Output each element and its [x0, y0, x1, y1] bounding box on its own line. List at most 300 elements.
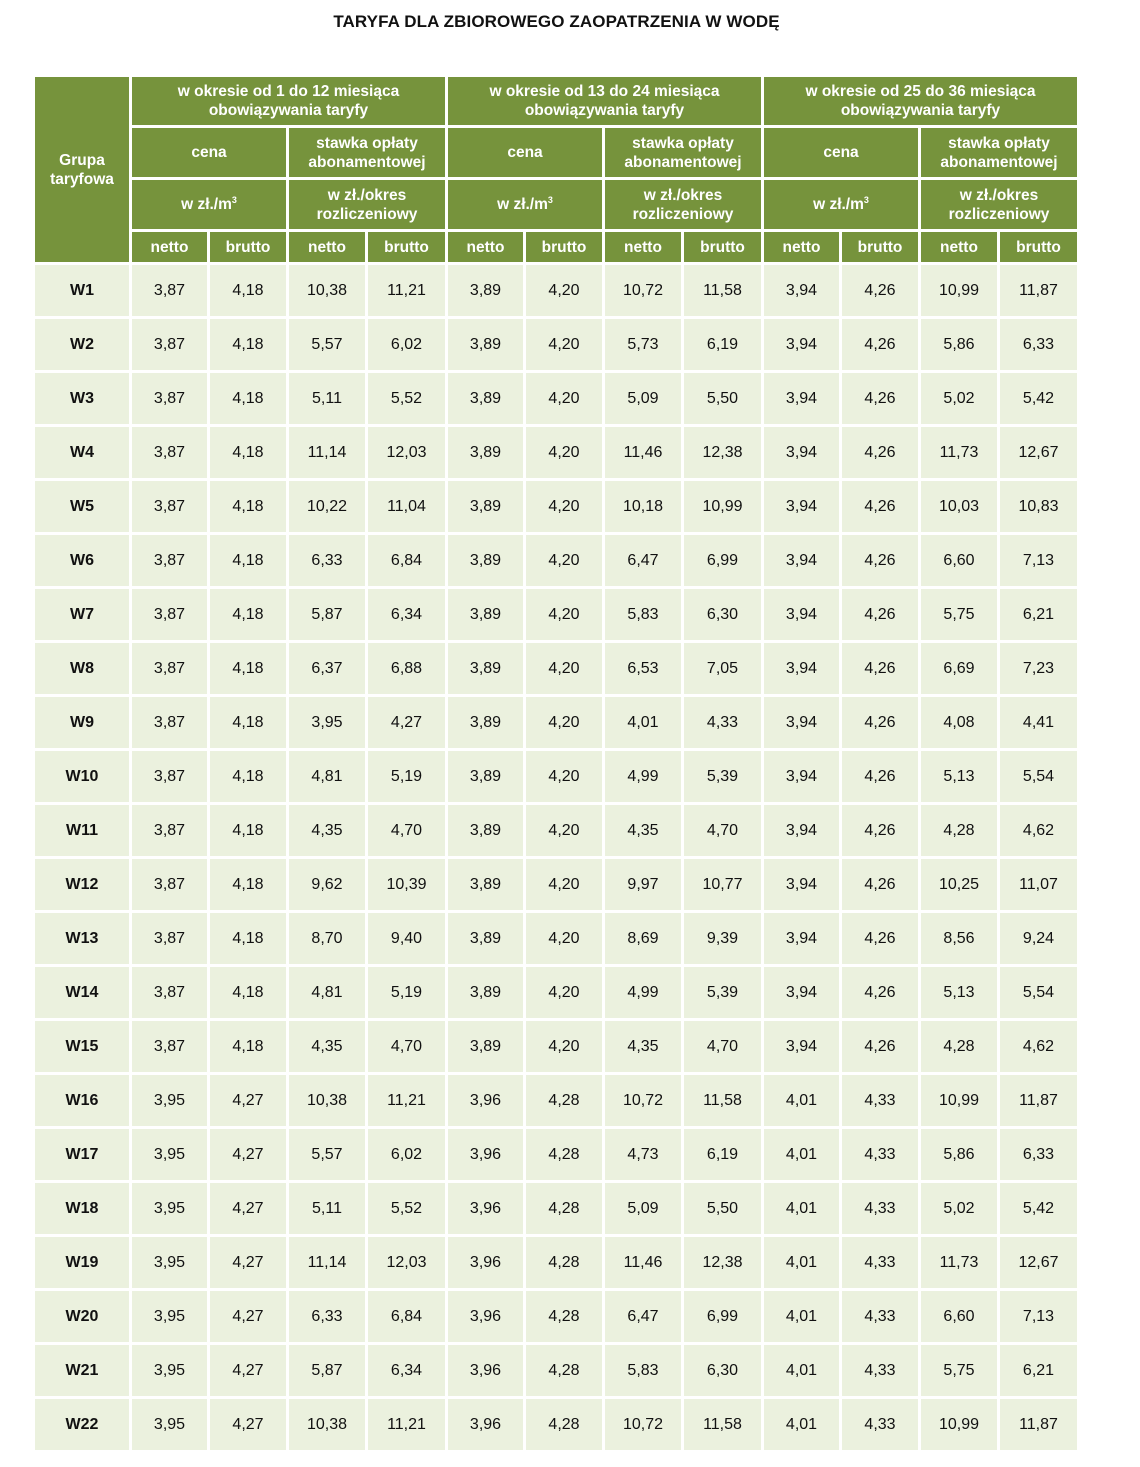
value-cell: 5,57	[289, 319, 365, 370]
value-cell: 6,30	[684, 589, 761, 640]
value-cell: 10,72	[605, 265, 681, 316]
value-cell: 4,70	[684, 805, 761, 856]
header-gross: brutto	[842, 232, 918, 262]
value-cell: 4,33	[842, 1399, 918, 1450]
value-cell: 4,20	[526, 1021, 602, 1072]
table-row	[35, 859, 1077, 910]
tariff-group-cell: W17	[35, 1129, 129, 1180]
value-cell: 3,95	[132, 1291, 207, 1342]
value-cell: 6,53	[605, 643, 681, 694]
value-cell: 4,18	[210, 967, 286, 1018]
value-cell: 3,94	[764, 265, 839, 316]
value-cell: 4,27	[210, 1183, 286, 1234]
value-cell: 4,28	[526, 1183, 602, 1234]
value-cell: 7,13	[1000, 535, 1077, 586]
value-cell: 3,87	[132, 427, 207, 478]
header-net: netto	[289, 232, 365, 262]
value-cell: 4,20	[526, 913, 602, 964]
table-row	[35, 373, 1077, 424]
value-cell: 5,83	[605, 1345, 681, 1396]
value-cell: 6,33	[289, 1291, 365, 1342]
value-cell: 6,30	[684, 1345, 761, 1396]
value-cell: 12,03	[368, 1237, 445, 1288]
value-cell: 3,89	[448, 265, 523, 316]
value-cell: 5,02	[921, 1183, 997, 1234]
header-gross: brutto	[368, 232, 445, 262]
value-cell: 4,01	[764, 1345, 839, 1396]
value-cell: 4,18	[210, 859, 286, 910]
header-gross: brutto	[684, 232, 761, 262]
value-cell: 6,19	[684, 319, 761, 370]
value-cell: 4,18	[210, 373, 286, 424]
tariff-group-cell: W8	[35, 643, 129, 694]
value-cell: 5,73	[605, 319, 681, 370]
value-cell: 3,89	[448, 913, 523, 964]
value-cell: 3,94	[764, 643, 839, 694]
table-row	[35, 697, 1077, 748]
table-row	[35, 427, 1077, 478]
value-cell: 11,58	[684, 1399, 761, 1450]
value-cell: 4,33	[842, 1183, 918, 1234]
tariff-group-cell: W11	[35, 805, 129, 856]
value-cell: 9,24	[1000, 913, 1077, 964]
value-cell: 4,33	[842, 1345, 918, 1396]
value-cell: 3,96	[448, 1345, 523, 1396]
value-cell: 6,84	[368, 535, 445, 586]
value-cell: 4,26	[842, 913, 918, 964]
value-cell: 4,27	[368, 697, 445, 748]
value-cell: 3,96	[448, 1183, 523, 1234]
value-cell: 4,18	[210, 805, 286, 856]
value-cell: 4,01	[764, 1399, 839, 1450]
value-cell: 5,13	[921, 967, 997, 1018]
value-cell: 4,18	[210, 427, 286, 478]
value-cell: 11,58	[684, 265, 761, 316]
value-cell: 5,50	[684, 1183, 761, 1234]
table-row	[35, 1399, 1077, 1450]
value-cell: 4,01	[605, 697, 681, 748]
value-cell: 6,69	[921, 643, 997, 694]
value-cell: 4,35	[289, 805, 365, 856]
value-cell: 4,26	[842, 751, 918, 802]
value-cell: 3,95	[289, 697, 365, 748]
value-cell: 4,08	[921, 697, 997, 748]
value-cell: 4,26	[842, 1021, 918, 1072]
value-cell: 3,89	[448, 643, 523, 694]
header-net: netto	[921, 232, 997, 262]
value-cell: 10,99	[921, 1075, 997, 1126]
value-cell: 4,27	[210, 1345, 286, 1396]
header-period-3: w okresie od 25 do 36 miesiąca obowiązywania taryfy	[764, 77, 1077, 125]
table-row	[35, 805, 1077, 856]
tariff-body	[35, 265, 1077, 1450]
value-cell: 6,37	[289, 643, 365, 694]
value-cell: 3,94	[764, 805, 839, 856]
value-cell: 4,27	[210, 1399, 286, 1450]
header-group: Grupa taryfowa	[35, 77, 129, 262]
value-cell: 4,18	[210, 265, 286, 316]
value-cell: 4,18	[210, 1021, 286, 1072]
value-cell: 4,81	[289, 751, 365, 802]
value-cell: 10,99	[921, 1399, 997, 1450]
value-cell: 5,87	[289, 589, 365, 640]
value-cell: 7,23	[1000, 643, 1077, 694]
value-cell: 4,41	[1000, 697, 1077, 748]
value-cell: 4,33	[842, 1291, 918, 1342]
header-gross: brutto	[210, 232, 286, 262]
table-row	[35, 1291, 1077, 1342]
table-row	[35, 967, 1077, 1018]
header-net: netto	[605, 232, 681, 262]
value-cell: 6,60	[921, 535, 997, 586]
value-cell: 5,02	[921, 373, 997, 424]
value-cell: 4,26	[842, 427, 918, 478]
value-cell: 4,33	[684, 697, 761, 748]
header-price: cena	[448, 128, 602, 177]
table-row	[35, 913, 1077, 964]
value-cell: 3,89	[448, 751, 523, 802]
header-price-unit: w $zł./m^3$	[764, 180, 918, 229]
value-cell: 11,21	[368, 1399, 445, 1450]
value-cell: 11,46	[605, 1237, 681, 1288]
value-cell: 4,99	[605, 967, 681, 1018]
value-cell: 4,26	[842, 373, 918, 424]
value-cell: 4,26	[842, 697, 918, 748]
value-cell: 12,67	[1000, 427, 1077, 478]
value-cell: 4,01	[764, 1075, 839, 1126]
value-cell: 11,14	[289, 1237, 365, 1288]
table-row	[35, 1183, 1077, 1234]
value-cell: 3,94	[764, 1021, 839, 1072]
value-cell: 11,87	[1000, 1075, 1077, 1126]
value-cell: 4,18	[210, 535, 286, 586]
header-price-unit: w $zł./m^3$	[132, 180, 286, 229]
value-cell: 9,97	[605, 859, 681, 910]
value-cell: 12,38	[684, 427, 761, 478]
value-cell: 3,95	[132, 1399, 207, 1450]
value-cell: 4,01	[764, 1129, 839, 1180]
value-cell: 4,27	[210, 1075, 286, 1126]
value-cell: 4,81	[289, 967, 365, 1018]
tariff-group-cell: W10	[35, 751, 129, 802]
value-cell: 4,20	[526, 589, 602, 640]
value-cell: 5,39	[684, 967, 761, 1018]
value-cell: 10,38	[289, 1075, 365, 1126]
value-cell: 5,52	[368, 1183, 445, 1234]
table-row	[35, 751, 1077, 802]
value-cell: 6,19	[684, 1129, 761, 1180]
header-net: netto	[764, 232, 839, 262]
value-cell: 3,89	[448, 805, 523, 856]
value-cell: 10,22	[289, 481, 365, 532]
tariff-group-cell: W16	[35, 1075, 129, 1126]
table-row	[35, 589, 1077, 640]
value-cell: 3,95	[132, 1345, 207, 1396]
value-cell: 4,20	[526, 805, 602, 856]
value-cell: 7,05	[684, 643, 761, 694]
value-cell: 5,54	[1000, 751, 1077, 802]
table-row	[35, 1129, 1077, 1180]
value-cell: 6,02	[368, 319, 445, 370]
value-cell: 12,38	[684, 1237, 761, 1288]
value-cell: 5,42	[1000, 1183, 1077, 1234]
value-cell: 4,35	[289, 1021, 365, 1072]
value-cell: 3,87	[132, 751, 207, 802]
value-cell: 3,94	[764, 481, 839, 532]
value-cell: 6,33	[289, 535, 365, 586]
tariff-group-cell: W21	[35, 1345, 129, 1396]
value-cell: 3,89	[448, 373, 523, 424]
value-cell: 3,94	[764, 373, 839, 424]
value-cell: 3,94	[764, 697, 839, 748]
value-cell: 5,75	[921, 1345, 997, 1396]
header-period-1: w okresie od 1 do 12 miesiąca obowiązywania taryfy	[132, 77, 445, 125]
tariff-group-cell: W1	[35, 265, 129, 316]
value-cell: 4,26	[842, 265, 918, 316]
value-cell: 3,89	[448, 535, 523, 586]
value-cell: 3,87	[132, 589, 207, 640]
value-cell: 3,87	[132, 967, 207, 1018]
value-cell: 4,18	[210, 319, 286, 370]
tariff-group-cell: W5	[35, 481, 129, 532]
table-row	[35, 643, 1077, 694]
value-cell: 3,96	[448, 1399, 523, 1450]
value-cell: 3,87	[132, 913, 207, 964]
value-cell: 11,73	[921, 427, 997, 478]
tariff-group-cell: W20	[35, 1291, 129, 1342]
table-row	[35, 1237, 1077, 1288]
value-cell: 3,89	[448, 967, 523, 1018]
value-cell: 3,94	[764, 967, 839, 1018]
header-fee-unit: w zł./okres rozliczeniowy	[605, 180, 761, 229]
tariff-group-cell: W13	[35, 913, 129, 964]
value-cell: 12,03	[368, 427, 445, 478]
value-cell: 4,18	[210, 751, 286, 802]
tariff-group-cell: W22	[35, 1399, 129, 1450]
value-cell: 3,89	[448, 481, 523, 532]
value-cell: 6,21	[1000, 589, 1077, 640]
value-cell: 9,40	[368, 913, 445, 964]
value-cell: 3,87	[132, 373, 207, 424]
value-cell: 5,57	[289, 1129, 365, 1180]
value-cell: 3,95	[132, 1237, 207, 1288]
table-row	[35, 535, 1077, 586]
tariff-group-cell: W2	[35, 319, 129, 370]
header-gross: brutto	[1000, 232, 1077, 262]
value-cell: 3,89	[448, 697, 523, 748]
value-cell: 3,87	[132, 859, 207, 910]
value-cell: 3,87	[132, 535, 207, 586]
value-cell: 4,20	[526, 751, 602, 802]
tariff-group-cell: W14	[35, 967, 129, 1018]
value-cell: 10,83	[1000, 481, 1077, 532]
value-cell: 3,89	[448, 319, 523, 370]
value-cell: 3,96	[448, 1237, 523, 1288]
value-cell: 4,20	[526, 265, 602, 316]
value-cell: 5,19	[368, 967, 445, 1018]
header-price-unit: w $zł./m^3$	[448, 180, 602, 229]
value-cell: 3,95	[132, 1129, 207, 1180]
header-net: netto	[132, 232, 207, 262]
value-cell: 4,18	[210, 643, 286, 694]
value-cell: 5,39	[684, 751, 761, 802]
value-cell: 11,21	[368, 1075, 445, 1126]
header-fee-unit: w zł./okres rozliczeniowy	[289, 180, 445, 229]
value-cell: 10,25	[921, 859, 997, 910]
value-cell: 10,38	[289, 1399, 365, 1450]
value-cell: 3,87	[132, 643, 207, 694]
value-cell: 4,18	[210, 697, 286, 748]
value-cell: 5,75	[921, 589, 997, 640]
value-cell: 4,35	[605, 805, 681, 856]
value-cell: 4,20	[526, 859, 602, 910]
value-cell: 4,26	[842, 859, 918, 910]
value-cell: 4,73	[605, 1129, 681, 1180]
value-cell: 4,26	[842, 481, 918, 532]
value-cell: 5,09	[605, 373, 681, 424]
value-cell: 4,28	[526, 1399, 602, 1450]
value-cell: 11,87	[1000, 1399, 1077, 1450]
value-cell: 4,20	[526, 481, 602, 532]
tariff-group-cell: W12	[35, 859, 129, 910]
header-fee: stawka opłaty abonamentowej	[605, 128, 761, 177]
value-cell: 3,94	[764, 589, 839, 640]
value-cell: 5,52	[368, 373, 445, 424]
table-row	[35, 1345, 1077, 1396]
value-cell: 4,26	[842, 589, 918, 640]
value-cell: 4,01	[764, 1291, 839, 1342]
value-cell: 3,87	[132, 319, 207, 370]
value-cell: 10,03	[921, 481, 997, 532]
table-row	[35, 1075, 1077, 1126]
value-cell: 4,26	[842, 643, 918, 694]
value-cell: 4,20	[526, 427, 602, 478]
value-cell: 4,99	[605, 751, 681, 802]
value-cell: 3,89	[448, 427, 523, 478]
value-cell: 7,13	[1000, 1291, 1077, 1342]
value-cell: 6,60	[921, 1291, 997, 1342]
value-cell: 4,33	[842, 1237, 918, 1288]
value-cell: 3,96	[448, 1291, 523, 1342]
value-cell: 11,58	[684, 1075, 761, 1126]
value-cell: 4,28	[921, 805, 997, 856]
value-cell: 10,77	[684, 859, 761, 910]
value-cell: 12,67	[1000, 1237, 1077, 1288]
value-cell: 9,62	[289, 859, 365, 910]
value-cell: 5,54	[1000, 967, 1077, 1018]
value-cell: 4,28	[526, 1345, 602, 1396]
value-cell: 4,70	[368, 805, 445, 856]
header-net: netto	[448, 232, 523, 262]
value-cell: 3,94	[764, 751, 839, 802]
value-cell: 4,20	[526, 643, 602, 694]
value-cell: 6,84	[368, 1291, 445, 1342]
header-fee: stawka opłaty abonamentowej	[921, 128, 1077, 177]
value-cell: 4,27	[210, 1237, 286, 1288]
value-cell: 10,39	[368, 859, 445, 910]
document-title: TARYFA DLA ZBIOROWEGO ZAOPATRZENIA W WODĘ	[333, 12, 780, 31]
value-cell: 3,94	[764, 535, 839, 586]
header-fee: stawka opłaty abonamentowej	[289, 128, 445, 177]
value-cell: 4,20	[526, 373, 602, 424]
value-cell: 9,39	[684, 913, 761, 964]
value-cell: 4,27	[210, 1291, 286, 1342]
value-cell: 6,33	[1000, 1129, 1077, 1180]
value-cell: 4,18	[210, 589, 286, 640]
header-gross: brutto	[526, 232, 602, 262]
table-row	[35, 319, 1077, 370]
value-cell: 6,99	[684, 535, 761, 586]
value-cell: 11,07	[1000, 859, 1077, 910]
value-cell: 10,99	[921, 265, 997, 316]
value-cell: 6,99	[684, 1291, 761, 1342]
value-cell: 4,20	[526, 535, 602, 586]
value-cell: 5,50	[684, 373, 761, 424]
value-cell: 6,02	[368, 1129, 445, 1180]
value-cell: 6,21	[1000, 1345, 1077, 1396]
value-cell: 3,94	[764, 319, 839, 370]
tariff-group-cell: W7	[35, 589, 129, 640]
tariff-group-cell: W19	[35, 1237, 129, 1288]
value-cell: 3,94	[764, 913, 839, 964]
value-cell: 4,01	[764, 1237, 839, 1288]
table-row	[35, 265, 1077, 316]
value-cell: 10,72	[605, 1399, 681, 1450]
value-cell: 4,33	[842, 1075, 918, 1126]
value-cell: 5,13	[921, 751, 997, 802]
value-cell: 11,87	[1000, 265, 1077, 316]
header-price: cena	[764, 128, 918, 177]
value-cell: 6,34	[368, 1345, 445, 1396]
value-cell: 5,09	[605, 1183, 681, 1234]
value-cell: 5,19	[368, 751, 445, 802]
value-cell: 3,89	[448, 589, 523, 640]
value-cell: 5,83	[605, 589, 681, 640]
value-cell: 3,87	[132, 697, 207, 748]
value-cell: 4,28	[526, 1237, 602, 1288]
value-cell: 3,94	[764, 859, 839, 910]
value-cell: 4,28	[526, 1075, 602, 1126]
value-cell: 5,11	[289, 1183, 365, 1234]
value-cell: 5,42	[1000, 373, 1077, 424]
value-cell: 5,86	[921, 319, 997, 370]
value-cell: 4,26	[842, 535, 918, 586]
value-cell: 11,21	[368, 265, 445, 316]
value-cell: 4,18	[210, 913, 286, 964]
value-cell: 3,94	[764, 427, 839, 478]
value-cell: 4,33	[842, 1129, 918, 1180]
value-cell: 3,89	[448, 859, 523, 910]
table-row	[35, 481, 1077, 532]
value-cell: 5,87	[289, 1345, 365, 1396]
value-cell: 5,11	[289, 373, 365, 424]
value-cell: 4,70	[684, 1021, 761, 1072]
value-cell: 10,72	[605, 1075, 681, 1126]
value-cell: 6,33	[1000, 319, 1077, 370]
value-cell: 4,28	[921, 1021, 997, 1072]
value-cell: 4,27	[210, 1129, 286, 1180]
value-cell: 11,04	[368, 481, 445, 532]
value-cell: 4,28	[526, 1129, 602, 1180]
value-cell: 3,87	[132, 805, 207, 856]
value-cell: 3,87	[132, 265, 207, 316]
value-cell: 4,01	[764, 1183, 839, 1234]
value-cell: 4,28	[526, 1291, 602, 1342]
value-cell: 10,99	[684, 481, 761, 532]
tariff-group-cell: W18	[35, 1183, 129, 1234]
value-cell: 4,26	[842, 319, 918, 370]
value-cell: 8,70	[289, 913, 365, 964]
